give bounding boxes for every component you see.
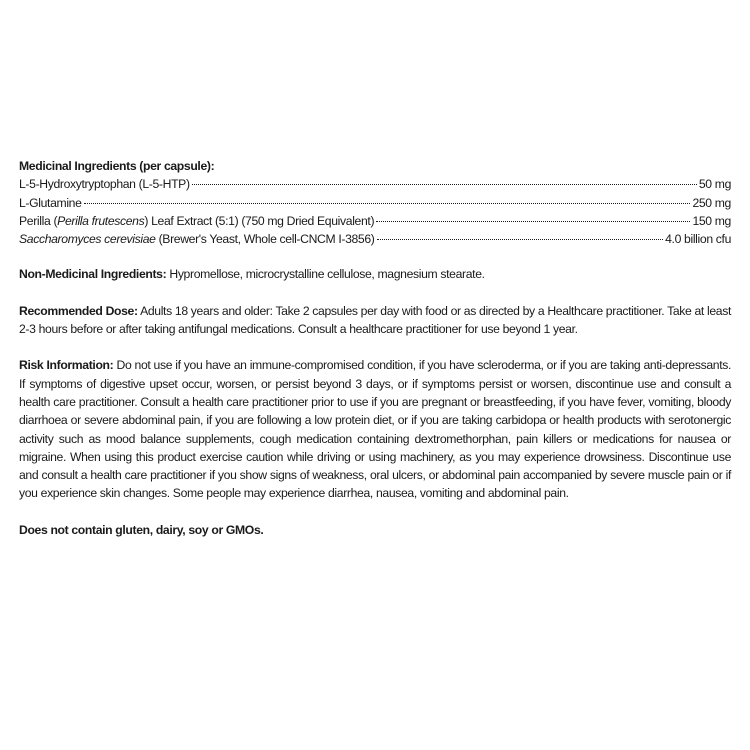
ingredient-name: L-5-Hydroxytryptophan (L-5-HTP)	[19, 177, 190, 192]
recommended-dose-label: Recommended Dose:	[19, 303, 138, 318]
risk-information	[19, 356, 731, 502]
ingredient-amount: 4.0 billion cfu	[665, 232, 731, 247]
recommended-dose-text: Adults 18 years and older: Take 2 capsules per day with food or as directed by a Healthcare practitioner. Take at least 2-3 hours before or after taking antifungal medications. Consult a healthcare practitioner for use beyond 1 year.	[19, 303, 731, 337]
risk-information-label: Risk Information:	[19, 358, 114, 373]
ingredient-name: L-Glutamine	[19, 195, 82, 210]
ingredient-amount: 50 mg	[698, 177, 731, 192]
non-medicinal-text: Hypromellose, microcrystalline cellulose, magnesium stearate.	[166, 267, 485, 282]
ingredient-name: Perilla (Perilla frutescens) Leaf Extract (5:1) (750 mg Dried Equivalent)	[19, 213, 375, 228]
supplement-label-panel	[19, 157, 731, 539]
ingredient-row-5htp	[19, 175, 731, 193]
ingredient-row-glutamine	[19, 194, 731, 212]
spacer	[19, 284, 731, 302]
spacer	[19, 503, 731, 521]
risk-information-text: Do not use if you have an immune-compromised condition, if you have scleroderma, or if you are taking anti-depressants. If symptoms of digestive upset occur, worsen, or persist beyond 3 days, or if symptoms persist or worsen, discontinue use and consult a health care practitioner. Consult a health care practitioner prior to use if you are pregnant or breastfeeding, if you have fever, vomiting, bloody diarrhoea or severe abdominal pain, if you are following a low protein diet, or if you are taking carbidopa or health products with serotonergic activity such as mood balance supplements, cough medication containing dextromethorphan, pain killers or medications for nausea or migraine. When using this product exercise caution while driving or using machinery, as you may experience drowsiness. Discontinue use and consult a health care practitioner if you show signs of weakness, oral ulcers, or abdominal pain accompanied by severe muscle pain or if you experience skin changes. Some people may experience diarrhea, nausea, vomiting and abdominal pain.	[19, 358, 732, 501]
ingredient-amount: 150 mg	[692, 213, 731, 228]
ingredient-row-perilla	[19, 212, 731, 230]
ingredient-name: Saccharomyces cerevisiae (Brewer's Yeast, Whole cell-CNCM I-3856)	[19, 232, 375, 247]
spacer	[19, 248, 731, 265]
dotted-leader	[377, 239, 664, 240]
ingredient-amount: 250 mg	[692, 195, 731, 210]
spacer	[19, 338, 731, 356]
medicinal-ingredients-heading: Medicinal Ingredients (per capsule):	[19, 159, 215, 173]
non-medicinal-ingredients	[19, 265, 731, 283]
allergen-statement: Does not contain gluten, dairy, soy or GMOs.	[19, 522, 264, 537]
ingredient-row-saccharomyces	[19, 230, 731, 248]
dotted-leader	[376, 221, 690, 222]
dotted-leader	[84, 203, 691, 204]
medicinal-ingredients-list	[19, 175, 731, 248]
non-medicinal-label: Non-Medicinal Ingredients:	[19, 267, 167, 282]
dotted-leader	[192, 184, 697, 185]
recommended-dose	[19, 302, 731, 339]
